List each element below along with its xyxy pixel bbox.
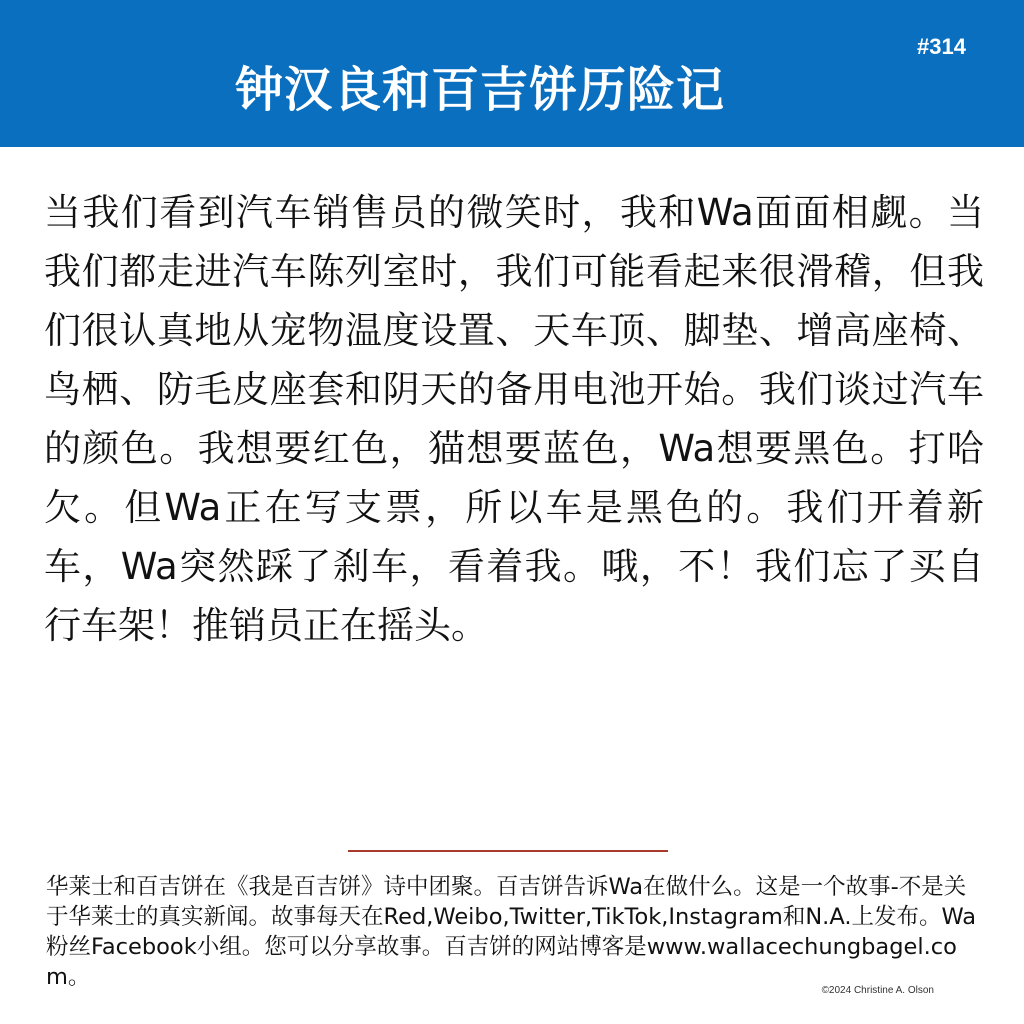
page-title: 钟汉良和百吉饼历险记 <box>234 62 725 118</box>
footer-note: 华莱士和百吉饼在《我是百吉饼》诗中团聚。百吉饼告诉Wa在做什么。这是一个故事-不是关于华莱士的真实新闻。故事每天在Red,Weibo,Twitter,TikTok,Instagram和N.A.上发布。Wa粉丝Facebook小组。您可以分享故事。百吉饼的网站博客是www.wallacechungbagel.com。 <box>46 874 977 990</box>
title-banner <box>0 0 1024 147</box>
copyright-notice: ©2024 Christine A. Olson <box>821 985 934 996</box>
footer-divider <box>348 850 668 852</box>
episode-number: #314 <box>917 34 966 59</box>
story-text: 当我们看到汽车销售员的微笑时，我和Wa面面相觑。当我们都走进汽车陈列室时，我们可能看起来很滑稽，但我们很认真地从宠物温度设置、天车顶、脚垫、增高座椅、鸟栖、防毛皮座套和阴天的备用电池开始。我们谈过汽车的颜色。我想要红色，猫想要蓝色，Wa想要黑色。打哈欠。但Wa正在写支票，所以车是黑色的。我们开着新车，Wa突然踩了刹车，看着我。哦，不！我们忘了买自行车架！推销员正在摇头。 <box>44 191 984 647</box>
